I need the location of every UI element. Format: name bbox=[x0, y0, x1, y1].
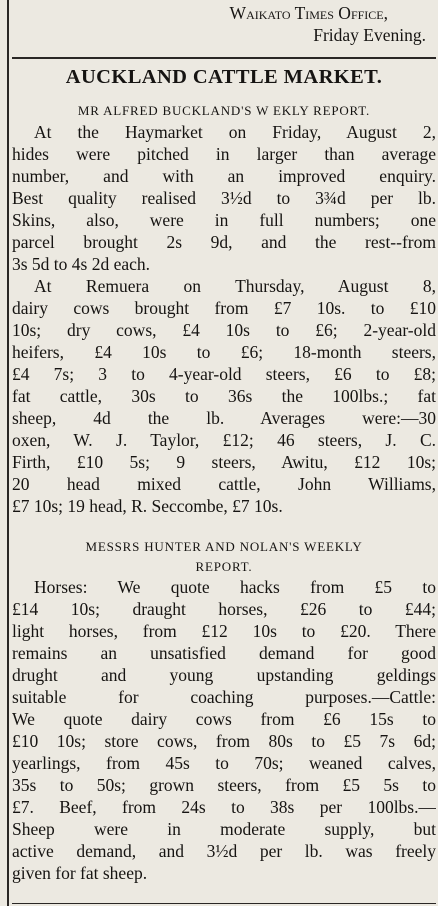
text-line: Firth, £10 5s; 9 steers, Awitu, £12 10s; bbox=[12, 452, 436, 472]
text-line: We quote dairy cows from £6 15s to bbox=[12, 709, 436, 729]
text-line: 10s; dry cows, £4 10s to £6; 2-year-old bbox=[12, 320, 436, 340]
text-line: 20 head mixed cattle, John Williams, bbox=[12, 474, 436, 494]
header-separator bbox=[12, 57, 436, 59]
section1-heading: MR ALFRED BUCKLAND'S W EKLY REPORT. bbox=[77, 103, 371, 118]
section2-heading-cont: REPORT. bbox=[195, 559, 253, 574]
section2-heading: MESSRS HUNTER AND NOLAN'S WEEKLY bbox=[85, 539, 363, 554]
text-line: £14 10s; draught horses, £26 to £44; bbox=[12, 599, 436, 619]
text-line: At Remuera on Thursday, August 8, bbox=[34, 276, 436, 296]
text-line: Horses: We quote hacks from £5 to bbox=[34, 577, 436, 597]
text-line: Sheep were in moderate supply, but bbox=[12, 819, 436, 839]
bottom-rule bbox=[12, 903, 436, 904]
column-rule bbox=[7, 0, 9, 906]
text-line: active demand, and 3½d per lb. was freely bbox=[12, 841, 436, 861]
text-line: light horses, from £12 10s to £20. There bbox=[12, 621, 436, 641]
text-line: drught and young upstanding geldings bbox=[12, 665, 436, 685]
text-line: Best quality realised 3½d to 3¾d per lb. bbox=[12, 188, 436, 208]
text-line: remains an unsatisfied demand for good bbox=[12, 643, 436, 663]
text-line: £10 10s; store cows, from 80s to £5 7s 6d; bbox=[12, 731, 436, 751]
text-line: yearlings, from 45s to 70s; weaned calves, bbox=[12, 753, 436, 773]
text-line: oxen, W. J. Taylor, £12; 46 steers, J. C. bbox=[12, 430, 436, 450]
text-line: parcel brought 2s 9d, and the rest--from bbox=[12, 232, 436, 252]
text-line: given for fat sheep. bbox=[12, 863, 148, 883]
text-line: £7. Beef, from 24s to 38s per 100lbs.— bbox=[12, 797, 436, 817]
text-line: Skins, also, were in full numbers; one bbox=[12, 210, 436, 230]
text-line: 35s to 50s; grown steers, from £5 5s to bbox=[12, 775, 436, 795]
text-line: 3s 5d to 4s 2d each. bbox=[12, 254, 151, 274]
dateline-day: Friday Evening. bbox=[313, 25, 426, 45]
text-line: £4 7s; 3 to 4-year-old steers, £6 to £8; bbox=[12, 364, 436, 384]
text-line: At the Haymarket on Friday, August 2, bbox=[34, 122, 436, 142]
text-line: sheep, 4d the lb. Averages were:—30 bbox=[12, 408, 436, 428]
dateline-office: Waikato Times Office, bbox=[229, 3, 388, 23]
text-line: dairy cows brought from £7 10s. to £10 bbox=[12, 298, 436, 318]
text-line: suitable for coaching purposes.—Cattle: bbox=[12, 687, 436, 707]
text-line: hides were pitched in larger than average bbox=[12, 144, 436, 164]
text-line: heifers, £4 10s to £6; 18-month steers, bbox=[12, 342, 436, 362]
text-line: £7 10s; 19 head, R. Seccombe, £7 10s. bbox=[12, 496, 283, 516]
text-line: number, and with an improved enquiry. bbox=[12, 166, 436, 186]
article-title: AUCKLAND CATTLE MARKET. bbox=[65, 66, 383, 88]
text-line: fat cattle, 30s to 36s the 100lbs.; fat bbox=[12, 386, 436, 406]
